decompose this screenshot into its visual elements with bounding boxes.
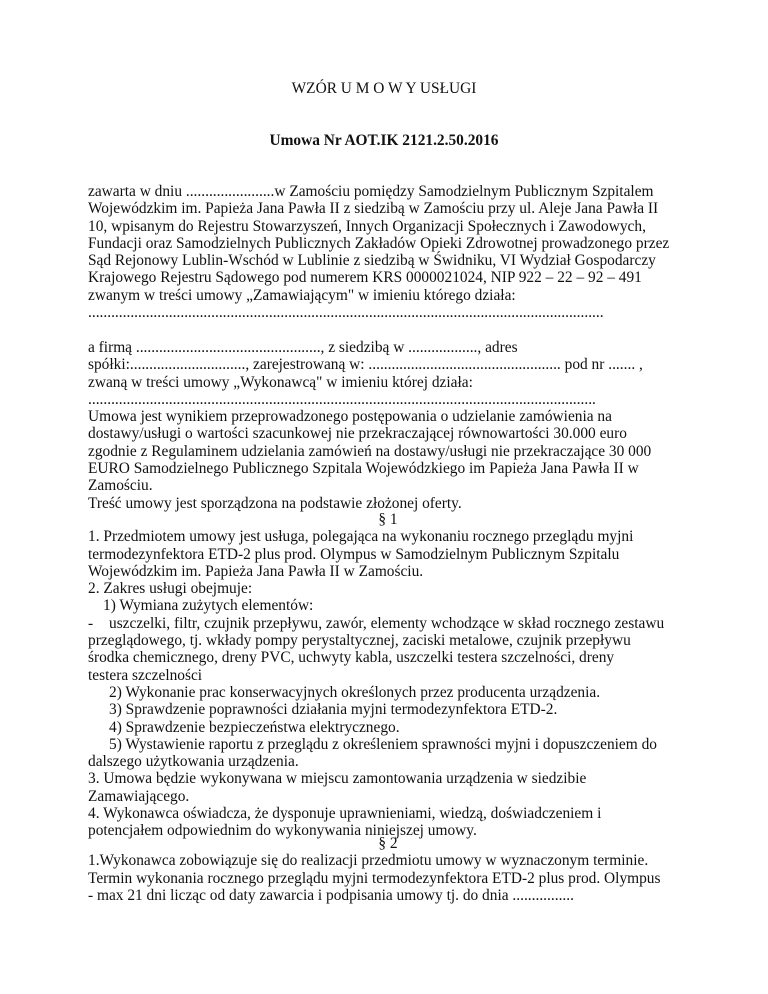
text-line: zgodnie z Regulaminem udzielania zamówień na dostawy/usługi nie przekraczające 30 000 bbox=[88, 442, 652, 460]
text-line: uszczelki, filtr, czujnik przepływu, zawór, elementy wchodzące w skład rocznego zestawu bbox=[109, 614, 665, 632]
document-title: WZÓR U M O W Y USŁUGI bbox=[291, 80, 477, 97]
list-item: 1) Wymiana zużytych elementów: bbox=[103, 597, 314, 615]
text-line: Sąd Rejonowy Lublin-Wschód w Lublinie z siedzibą w Świdniku, VI Wydział Gospodarczy bbox=[88, 252, 656, 270]
text-line: Termin wykonania rocznego przeglądu myjni termodezynfektora ETD-2 plus prod. Olympus bbox=[88, 869, 661, 887]
text-line: Zamawiającego. bbox=[88, 787, 190, 805]
contract-number: Umowa Nr AOT.IK 2121.2.50.2016 bbox=[269, 132, 499, 149]
text-line: spółki:.............................., zarejestrowaną w: .................................................. pod nr ....... , bbox=[88, 356, 643, 374]
section-heading: § 1 bbox=[378, 511, 398, 528]
text-line: Zamościu. bbox=[88, 477, 153, 495]
text-line: dalszego użytkowania urządzenia. bbox=[88, 753, 299, 771]
text-line: termodezynfektora ETD-2 plus prod. Olympus w Samodzielnym Publicznym Szpitalu bbox=[88, 545, 620, 563]
text-line: 10, wpisanym do Rejestru Stowarzyszeń, Innych Organizacji Społecznych i Zawodowych, bbox=[88, 217, 646, 235]
text-line: Krajowego Rejestru Sądowego pod numerem KRS 0000021024, NIP 922 – 22 – 92 – 491 bbox=[88, 269, 642, 287]
text-line: testera szczelności bbox=[88, 666, 203, 684]
dash-list-item bbox=[88, 615, 688, 684]
text-line: potencjałem odpowiednim do wykonywania niniejszej umowy. bbox=[88, 822, 477, 840]
text-line: .................................................................................................................................... bbox=[88, 390, 596, 408]
text-line: EURO Samodzielnego Publicznego Szpitala Wojewódzkiego im Papieża Jana Pawła II w bbox=[88, 460, 639, 478]
signatory-placeholder-line: ...................................................................................................................................... bbox=[88, 304, 604, 321]
text-line: 1. Przedmiotem umowy jest usługa, polegająca na wykonaniu rocznego przeglądu myjni bbox=[88, 528, 634, 546]
contractor-paragraph bbox=[88, 339, 688, 512]
text-line: 4. Wykonawca oświadcza, że dysponuje uprawnieniami, wiedzą, doświadczeniem i bbox=[88, 805, 602, 823]
text-line: dostawy/usługi o wartości szacunkowej nie przekraczającej równowartości 30.000 euro bbox=[88, 425, 627, 443]
section-heading: § 2 bbox=[378, 835, 398, 852]
text-line: Umowa jest wynikiem przeprowadzonego postępowania o udzielanie zamówienia na bbox=[88, 408, 612, 426]
text-line: Treść umowy jest sporządzona na podstawie złożonej oferty. bbox=[88, 494, 462, 512]
text-line: Fundacji oraz Samodzielnych Publicznych Zakładów Opieki Zdrowotnej prowadzonego przez bbox=[88, 234, 670, 252]
list-item: 3) Sprawdzenie poprawności działania myjni termodezynfektora ETD-2. bbox=[109, 701, 558, 719]
list-item: 5) Wystawienie raportu z przeglądu z określeniem sprawności myjni i dopuszczeniem do bbox=[109, 735, 657, 753]
text-line: Wojewódzkim im. Papieża Jana Pawła II z siedzibą w Zamościu przy ul. Aleje Jana Pawła II bbox=[88, 200, 659, 218]
text-line: 3. Umowa będzie wykonywana w miejscu zamontowania urządzenia w siedzibie bbox=[88, 770, 587, 788]
text-line: - max 21 dni licząc od daty zawarcia i podpisania umowy tj. do dnia ................ bbox=[88, 886, 574, 904]
list-item: 4) Sprawdzenie bezpieczeństwa elektrycznego. bbox=[109, 718, 400, 736]
dash-bullet: - bbox=[88, 614, 94, 632]
text-line: zwanym w treści umowy „Zamawiającym" w imieniu którego działa: bbox=[88, 286, 516, 304]
text-line: przeglądowego, tj. wkłady pompy perystaltycznej, zaciski metalowe, czujnik przepływu bbox=[88, 632, 631, 650]
list-item: 2) Wykonanie prac konserwacyjnych określonych przez producenta urządzenia. bbox=[109, 683, 601, 701]
text-line: a firmą ................................................, z siedzibą w .................., adres bbox=[88, 339, 518, 356]
text-line: 1.Wykonawca zobowiązuje się do realizacji przedmiotu umowy w wyznaczonym terminie. bbox=[88, 852, 649, 870]
text-line: zwaną w treści umowy „Wykonawcą" w imieniu której działa: bbox=[88, 373, 473, 391]
section-1 bbox=[88, 511, 688, 840]
intro-paragraph bbox=[88, 183, 688, 304]
text-line: środka chemicznego, dreny PVC, uchwyty kabla, uszczelki testera szczelności, dreny bbox=[88, 649, 615, 667]
text-line: zawarta w dniu .......................w Zamościu pomiędzy Samodzielnym Publicznym Szpitalem bbox=[88, 183, 654, 200]
text-line: 2. Zakres usługi obejmuje: bbox=[88, 580, 253, 598]
text-line: Wojewódzkim im. Papieża Jana Pawła II w Zamościu. bbox=[88, 562, 424, 580]
section-2 bbox=[88, 835, 688, 904]
